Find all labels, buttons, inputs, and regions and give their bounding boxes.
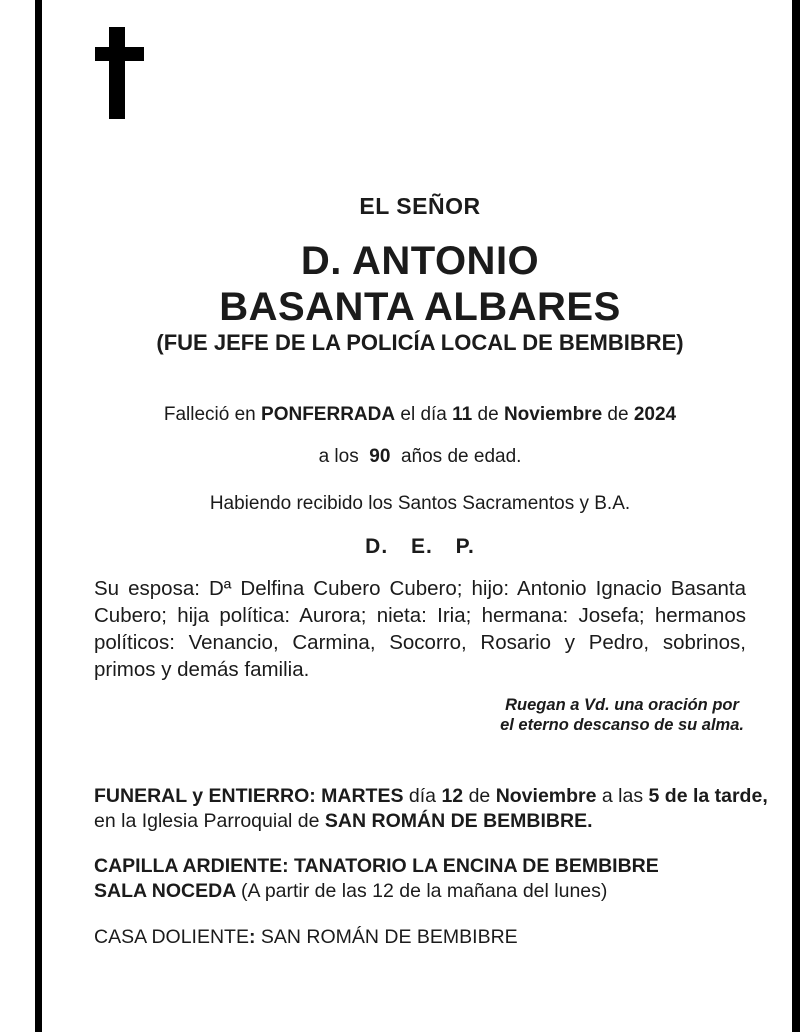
family-paragraph: Su esposa: Dª Delfina Cubero Cubero; hijo: Antonio Ignacio Basanta Cubero; hija política: Aurora; nieta: Iria; hermana: Josefa; hermanos políticos: Venancio, Carmina, Socorro, Rosario y Pedro, sobrinos, primos y demás familia. (94, 577, 746, 681)
death-date-line: Falleció en PONFERRADA el día 11 de Noviembre de 2024 (163, 404, 677, 425)
prayer-line-2: el eterno descanso de su alma. (500, 716, 744, 734)
funeral-line-1: FUNERAL y ENTIERRO: MARTES día 12 de Noviembre a las 5 de la tarde, (94, 785, 768, 807)
cross-horizontal-bar (95, 47, 144, 61)
mourning-house-line: CASA DOLIENTE: SAN ROMÁN DE BEMBIBRE (94, 926, 518, 948)
former-role-subtitle: (FUE JEFE DE LA POLICÍA LOCAL DE BEMBIBRE) (156, 330, 684, 355)
dep-abbreviation: D. E. P. (365, 535, 475, 558)
sacraments-line: Habiendo recibido los Santos Sacramentos y B.A. (209, 493, 631, 514)
funeral-line-2: en la Iglesia Parroquial de SAN ROMÁN DE BEMBIBRE. (94, 810, 593, 832)
prayer-request (500, 695, 744, 735)
cross-vertical-bar (109, 27, 125, 119)
honorific-text: EL SEÑOR (359, 193, 481, 219)
wake-line-1: CAPILLA ARDIENTE: TANATORIO LA ENCINA DE BEMBIBRE (94, 855, 659, 877)
left-border-bar (35, 0, 42, 1032)
deceased-name (94, 238, 746, 330)
wake-announcement (94, 854, 746, 904)
deceased-name-line-2: BASANTA ALBARES (219, 285, 621, 329)
cross-icon (95, 27, 144, 119)
age-line: a los 90 años de edad. (318, 446, 522, 467)
funeral-announcement (94, 784, 768, 834)
deceased-name-line-1: D. ANTONIO (300, 239, 540, 283)
prayer-line-1: Ruegan a Vd. una oración por (505, 696, 739, 714)
right-border-bar (792, 0, 800, 1032)
wake-line-2: SALA NOCEDA (A partir de las 12 de la mañana del lunes) (94, 880, 608, 902)
